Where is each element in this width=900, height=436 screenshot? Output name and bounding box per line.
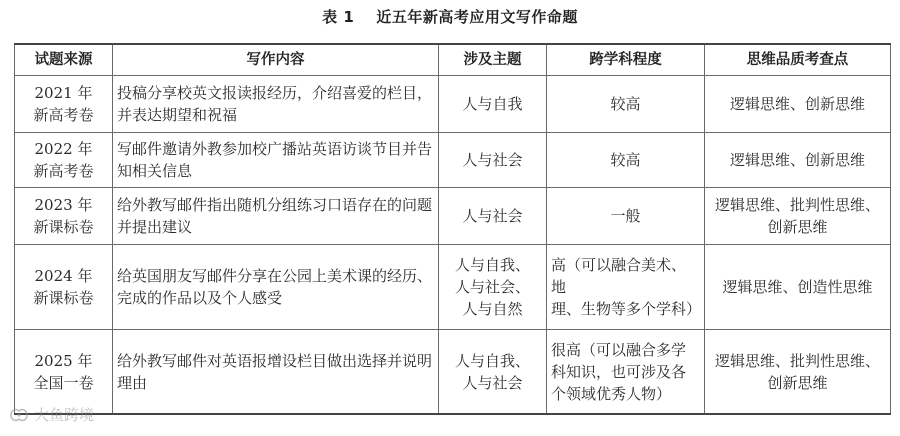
interdisciplinary-line: 高（可以融合美术、地 xyxy=(551,256,687,296)
thinking-line: 逻辑思维、批判性思维、 xyxy=(714,351,880,370)
cell-themes xyxy=(439,330,547,415)
thinking-line: 逻辑思维、创新思维 xyxy=(729,151,865,169)
table-caption xyxy=(0,6,900,27)
cell-interdisciplinary xyxy=(547,330,705,415)
interdisciplinary-line: 科知识，也可涉及各 xyxy=(551,362,687,381)
cell-source xyxy=(15,188,113,245)
source-year: 2021 年 xyxy=(34,84,93,102)
theme-line: 人与社会 xyxy=(462,151,523,169)
cell-interdisciplinary xyxy=(547,188,705,245)
thinking-line: 逻辑思维、创造性思维 xyxy=(722,278,873,296)
thinking-line: 逻辑思维、创新思维 xyxy=(729,95,865,113)
table-header-row xyxy=(15,44,891,76)
source-paper: 新课标卷 xyxy=(33,218,94,236)
header-interdisciplinary: 跨学科程度 xyxy=(547,44,705,76)
theme-line: 人与社会、 xyxy=(454,278,530,296)
thinking-line: 逻辑思维、批判性思维、 xyxy=(714,196,880,214)
cell-thinking xyxy=(705,245,891,330)
table-row xyxy=(15,188,891,245)
theme-line: 人与社会 xyxy=(462,207,523,225)
cell-thinking xyxy=(705,76,891,133)
interdisciplinary-line: 理、生物等多个学科） xyxy=(551,300,702,318)
table-number: 表 1 xyxy=(322,8,355,26)
cell-thinking xyxy=(705,133,891,188)
cell-thinking xyxy=(705,188,891,245)
cell-interdisciplinary xyxy=(547,133,705,188)
theme-line: 人与自我、 xyxy=(454,351,530,370)
cell-source xyxy=(15,76,113,133)
header-content: 写作内容 xyxy=(113,44,439,76)
source-paper: 新高考卷 xyxy=(33,162,94,180)
thinking-line: 创新思维 xyxy=(767,373,828,392)
cell-themes xyxy=(439,245,547,330)
cell-themes xyxy=(439,188,547,245)
table-row xyxy=(15,76,891,133)
cell-content: 写邮件邀请外教参加校广播站英语访谈节目并告知相关信息 xyxy=(113,133,439,188)
interdisciplinary-line: 较高 xyxy=(610,151,641,169)
header-themes: 涉及主题 xyxy=(439,44,547,76)
table-row xyxy=(15,330,891,415)
cell-content: 投稿分享校英文报读报经历，介绍喜爱的栏目，并表达期望和祝福 xyxy=(113,76,439,133)
interdisciplinary-line: 很高（可以融合多学 xyxy=(551,340,687,359)
exam-topics-table xyxy=(14,43,891,415)
table-title: 近五年新高考应用文写作命题 xyxy=(376,8,578,26)
source-year: 2022 年 xyxy=(34,140,93,158)
source-paper: 全国一卷 xyxy=(33,373,94,392)
cell-source xyxy=(15,330,113,415)
cell-interdisciplinary xyxy=(547,245,705,330)
source-year: 2025 年 xyxy=(34,351,93,370)
interdisciplinary-line: 个领域优秀人物） xyxy=(551,384,672,403)
table-row xyxy=(15,133,891,188)
watermark-text: 大鱼跨境 xyxy=(34,406,95,424)
interdisciplinary-line: 一般 xyxy=(610,207,641,225)
cell-interdisciplinary xyxy=(547,76,705,133)
source-year: 2024 年 xyxy=(34,267,93,285)
theme-line: 人与自然 xyxy=(462,300,523,318)
cell-source xyxy=(15,133,113,188)
theme-line: 人与社会 xyxy=(462,373,523,392)
interdisciplinary-line: 较高 xyxy=(610,95,641,113)
thinking-line: 创新思维 xyxy=(767,218,828,236)
table-row xyxy=(15,245,891,330)
source-year: 2023 年 xyxy=(34,196,93,214)
header-thinking: 思维品质考查点 xyxy=(705,44,891,76)
header-source: 试题来源 xyxy=(15,44,113,76)
theme-line: 人与自我 xyxy=(462,95,523,113)
cell-themes xyxy=(439,133,547,188)
source-paper: 新高考卷 xyxy=(33,106,94,124)
cell-content: 给英国朋友写邮件分享在公园上美术课的经历、完成的作品以及个人感受 xyxy=(113,245,439,330)
cell-content: 给外教写邮件指出随机分组练习口语存在的问题并提出建议 xyxy=(113,188,439,245)
cell-themes xyxy=(439,76,547,133)
source-paper: 新课标卷 xyxy=(33,289,94,307)
cell-source xyxy=(15,245,113,330)
cell-content: 给外教写邮件对英语报增设栏目做出选择并说明理由 xyxy=(113,330,439,415)
cell-thinking xyxy=(705,330,891,415)
theme-line: 人与自我、 xyxy=(454,256,530,274)
